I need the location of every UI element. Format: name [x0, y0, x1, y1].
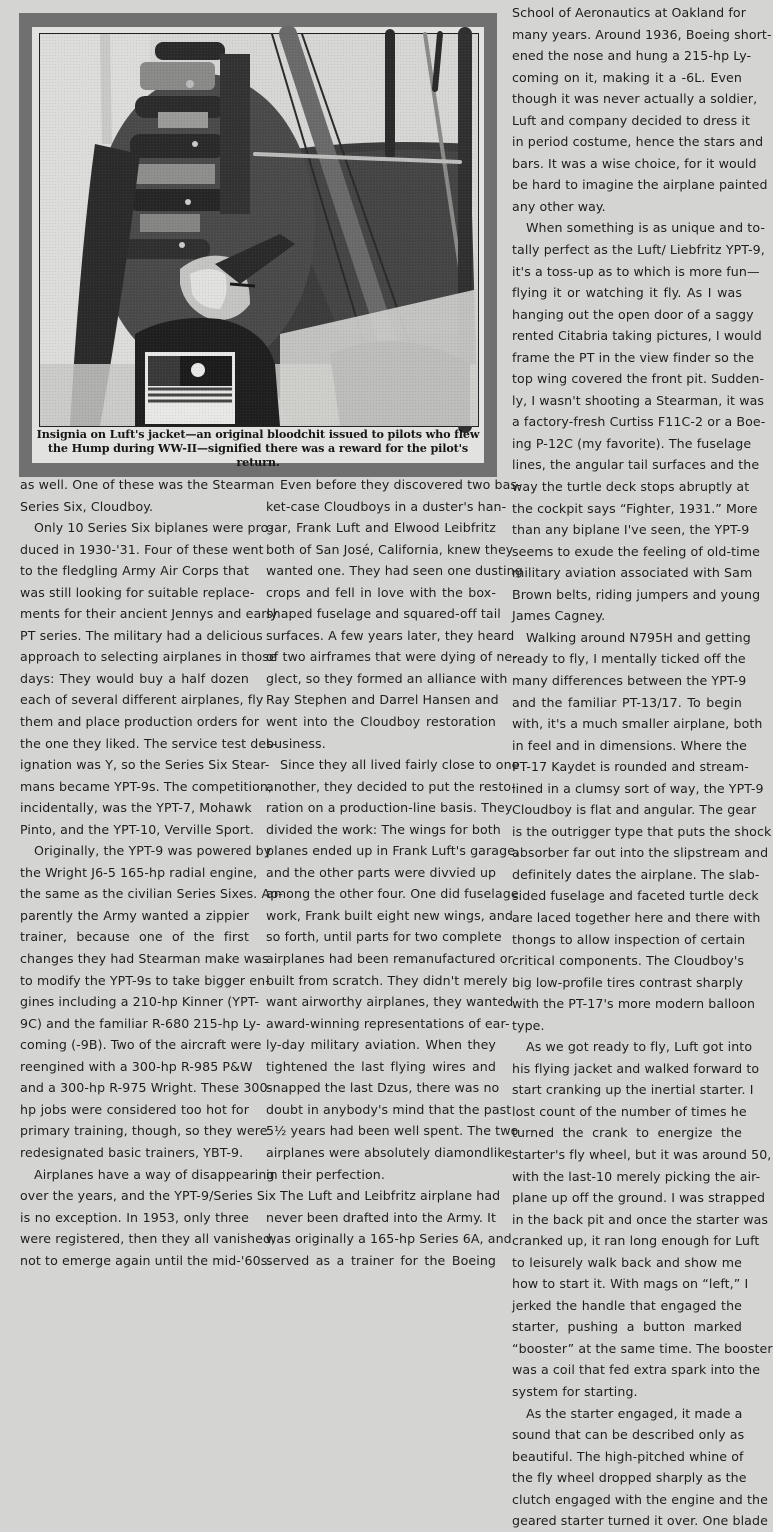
text-line: primary training, though, so they were — [20, 1123, 268, 1139]
text-line: never been drafted into the Army. It — [266, 1209, 496, 1225]
text-line: system for starting. — [512, 1384, 638, 1399]
text-line: in the back pit and once the starter was — [512, 1211, 769, 1227]
text-line: flying it or watching it fly. As I was — [512, 285, 742, 301]
text-line: Only 10 Series Six biplanes were pro- — [34, 520, 274, 536]
text-line: divided the work: The wings for both — [266, 821, 501, 837]
text-line: Pinto, and the YPT-10, Verville Sport. — [20, 821, 255, 837]
text-line: thongs to allow inspection of certain — [512, 931, 746, 947]
text-line: ket-case Cloudboys in a duster's han- — [266, 498, 507, 514]
photo-panel — [32, 27, 484, 469]
text-line: shaped fuselage and squared-off tail — [266, 606, 501, 622]
text-line: mans became YPT-9s. The competition, — [20, 778, 273, 794]
text-line: wanted one. They had seen one dusting — [266, 563, 523, 579]
text-line: was a coil that fed extra spark into the — [512, 1362, 761, 1378]
text-line: School of Aeronautics at Oakland for — [512, 5, 747, 20]
text-line: of two airframes that were dying of ne- — [266, 649, 517, 665]
text-line: clutch engaged with the engine and the — [512, 1491, 768, 1507]
text-line: parently the Army wanted a zippier — [20, 907, 249, 923]
text-line: ration on a production-line basis. They — [266, 800, 513, 816]
text-line: it's a toss-up as to which is more fun— — [512, 263, 760, 279]
text-line: lined in a clumsy sort of way, the YPT-9 — [512, 780, 764, 796]
text-line: many differences between the YPT-9 — [512, 672, 747, 688]
text-line: beautiful. The high-pitched whine of — [512, 1448, 744, 1464]
text-line: another, they decided to put the resto- — [266, 778, 517, 794]
text-line: them and place production orders for — [20, 714, 260, 730]
text-line: the Wright J6-5 165-hp radial engine, — [20, 864, 258, 880]
text-line: jerked the handle that engaged the — [512, 1297, 742, 1313]
text-line: redesignated basic trainers, YBT-9. — [20, 1144, 244, 1160]
text-line: surfaces. A few years later, they heard — [266, 627, 515, 643]
text-line: how to start it. With mags on “left,” I — [512, 1276, 749, 1292]
text-line: ready to fly, I mentally ticked off the — [512, 651, 746, 667]
text-line: Ray Stephen and Darrel Hansen and — [266, 692, 499, 708]
text-line: starter's fly wheel, but it was around 50, — [512, 1146, 772, 1162]
text-line: ignation was Y, so the Series Six Stear- — [20, 757, 270, 773]
text-line: in their perfection. — [266, 1166, 385, 1182]
text-line: cranked up, it ran long enough for Luft — [512, 1233, 760, 1249]
caption-line: the Hump during WW-II—signified there was a reward for the pilot's return. — [47, 441, 469, 469]
text-line: plane up off the ground. I was strapped — [512, 1190, 766, 1206]
text-line: hp jobs were considered too hot for — [20, 1101, 249, 1117]
text-line: to leisurely walk back and show me — [512, 1254, 742, 1270]
text-line: glect, so they formed an alliance with — [266, 670, 508, 686]
text-line: the cockpit says “Fighter, 1931.” More — [512, 500, 758, 516]
text-line: rented Citabria taking pictures, I would — [512, 328, 762, 344]
article-column-right — [512, 2, 773, 1532]
text-line: lost count of the number of times he — [512, 1103, 747, 1119]
text-line: PT series. The military had a delicious — [20, 627, 263, 643]
text-line: absorber far out into the slipstream and — [512, 845, 769, 861]
article-column-left — [20, 474, 283, 1271]
text-line: so forth, until parts for two complete — [266, 929, 502, 945]
text-line: Walking around N795H and getting — [526, 629, 751, 645]
text-line: though it was never actually a soldier, — [512, 91, 758, 107]
text-line: to the fledgling Army Air Corps that — [20, 563, 249, 579]
text-line: As the starter engaged, it made a — [526, 1405, 743, 1421]
text-line: starter, pushing a button marked — [512, 1319, 742, 1335]
photo — [39, 33, 479, 427]
text-line: not to emerge again until the mid-'60s. — [20, 1252, 272, 1268]
text-line: lines, the angular tail surfaces and the — [512, 457, 760, 473]
text-line: start cranking up the inertial starter. I — [512, 1082, 754, 1098]
text-line: and the other parts were divvied up — [266, 864, 497, 880]
text-line: Luft and company decided to dress it — [512, 112, 751, 128]
text-line: the fly wheel dropped sharply as the — [512, 1470, 747, 1486]
text-line: reengined with a 300-hp R-985 P&W — [20, 1058, 253, 1074]
text-line: duced in 1930-'31. Four of these went — [20, 541, 264, 557]
text-line: in period costume, hence the stars and — [512, 134, 764, 150]
text-line: crops and fell in love with the box- — [266, 584, 496, 600]
text-line: The Luft and Leibfritz airplane had — [280, 1188, 501, 1204]
text-line: geared starter turned it over. One blade — [512, 1513, 768, 1529]
text-line: ened the nose and hung a 215-hp Ly- — [512, 48, 752, 64]
text-line: ly, I wasn't shooting a Stearman, it was — [512, 392, 765, 408]
text-line: James Cagney. — [512, 608, 606, 624]
text-line: Brown belts, riding jumpers and young — [512, 586, 761, 602]
text-line: Since they all lived fairly close to one — [280, 757, 520, 773]
text-line: top wing covered the front pit. Sudden- — [512, 371, 765, 387]
text-line: Series Six, Cloudboy. — [20, 498, 154, 514]
text-line: was still looking for suitable replace- — [20, 584, 255, 600]
text-line: coming on it, making it a -6L. Even — [512, 69, 742, 85]
text-line: Originally, the YPT-9 was powered by — [34, 843, 272, 859]
text-line: hanging out the open door of a saggy — [512, 306, 754, 322]
article-column-middle — [266, 474, 523, 1271]
text-line: definitely dates the airplane. The slab- — [512, 866, 760, 882]
text-line: the one they liked. The service test des- — [20, 735, 278, 751]
text-line: in feel and in dimensions. Where the — [512, 737, 748, 753]
text-line: 5½ years had been well spent. The two — [266, 1123, 519, 1139]
text-line: PT-17 Kaydet is rounded and stream- — [512, 759, 749, 775]
text-line: many years. Around 1936, Boeing short- — [512, 26, 772, 42]
text-line: frame the PT in the view finder so the — [512, 349, 755, 365]
text-line: sided fuselage and faceted turtle deck — [512, 888, 759, 904]
text-line: and the familiar PT-13/17. To begin — [512, 694, 742, 710]
text-line: snapped the last Dzus, there was no — [266, 1080, 500, 1096]
text-line: served as a trainer for the Boeing — [266, 1252, 496, 1268]
text-line: are laced together here and there with — [512, 909, 761, 925]
text-line: gar, Frank Luft and Elwood Leibfritz — [266, 520, 496, 536]
photo-frame — [19, 13, 497, 477]
text-line: airplanes were absolutely diamondlike — [266, 1144, 513, 1160]
text-line: Even before they discovered two bas- — [280, 477, 522, 492]
text-line: approach to selecting airplanes in those — [20, 649, 277, 665]
text-line: ing P-12C (my favorite). The fuselage — [512, 435, 752, 451]
text-line: is no exception. In 1953, only three — [20, 1209, 249, 1225]
text-line: tightened the last flying wires and — [266, 1058, 496, 1074]
text-line: “booster” at the same time. The booster — [512, 1340, 773, 1356]
text-line: way the turtle deck stops abruptly at — [512, 479, 750, 495]
text-line: with the PT-17's more modern balloon — [512, 996, 756, 1012]
text-line: trainer, because one of the first — [20, 929, 249, 945]
text-line: 9C) and the familiar R-680 215-hp Ly- — [20, 1015, 261, 1031]
text-line: was originally a 165-hp Series 6A, and — [266, 1231, 512, 1247]
text-line: changes they had Stearman make was — [20, 951, 269, 967]
text-line: any other way. — [512, 198, 606, 214]
text-line: the same as the civilian Series Sixes. Ap- — [20, 886, 283, 902]
text-line: ments for their ancient Jennys and early — [20, 606, 278, 622]
text-line: is the outrigger type that puts the shock — [512, 823, 772, 839]
text-line: than any biplane I've seen, the YPT-9 — [512, 522, 750, 538]
text-line: When something is as unique and to- — [526, 220, 765, 236]
text-line: each of several different airplanes, fly — [20, 692, 264, 708]
text-line: be hard to imagine the airplane painted — [512, 177, 768, 193]
text-line: with the last-10 merely picking the air- — [512, 1168, 761, 1184]
text-line: want airworthy airplanes, they wanted — [266, 994, 514, 1010]
text-line: went into the Cloudboy restoration — [266, 714, 496, 730]
text-line: coming (-9B). Two of the aircraft were — [20, 1037, 262, 1053]
text-line: work, Frank built eight new wings, and — [266, 907, 513, 923]
text-line: both of San José, California, knew they — [266, 541, 514, 557]
text-line: Airplanes have a way of disappearing — [34, 1166, 275, 1182]
text-line: built from scratch. They didn't merely — [266, 972, 508, 988]
text-line: over the years, and the YPT-9/Series Six — [20, 1188, 277, 1204]
text-line: award-winning representations of ear- — [266, 1015, 510, 1031]
text-line: days: They would buy a half dozen — [20, 670, 249, 686]
text-line: Cloudboy is flat and angular. The gear — [512, 802, 757, 818]
text-line: seems to exude the feeling of old-time — [512, 543, 760, 559]
text-line: doubt in anybody's mind that the past — [266, 1101, 512, 1117]
text-line: among the other four. One did fuselage — [266, 886, 519, 902]
text-line: a factory-fresh Curtiss F11C-2 or a Boe- — [512, 414, 766, 430]
text-line: big low-profile tires contrast sharply — [512, 974, 744, 990]
text-line: incidentally, was the YPT-7, Mohawk — [20, 800, 252, 816]
text-line: As we got ready to fly, Luft got into — [526, 1039, 753, 1055]
text-line: to modify the YPT-9s to take bigger en- — [20, 972, 270, 988]
text-line: were registered, then they all vanished, — [20, 1231, 276, 1247]
text-line: bars. It was a wise choice, for it would — [512, 155, 757, 171]
text-line: planes ended up in Frank Luft's garage, — [266, 843, 520, 859]
text-line: his flying jacket and walked forward to — [512, 1060, 760, 1076]
text-line: military aviation associated with Sam — [512, 565, 753, 581]
text-line: as well. One of these was the Stearman — [20, 477, 275, 492]
caption-line: Insignia on Luft's jacket—an original bloodchit issued to pilots who flew — [36, 427, 480, 441]
photo-caption — [32, 427, 484, 469]
text-line: tally perfect as the Luft/ Liebfritz YPT-9, — [512, 242, 765, 258]
text-line: business. — [266, 735, 326, 751]
text-line: and a 300-hp R-975 Wright. These 300- — [20, 1080, 273, 1096]
text-line: type. — [512, 1017, 545, 1033]
text-line: ly-day military aviation. When they — [266, 1037, 496, 1053]
text-line: gines including a 210-hp Kinner (YPT- — [20, 994, 260, 1010]
text-line: with, it's a much smaller airplane, both — [512, 716, 763, 732]
text-line: turned the crank to energize the — [512, 1125, 742, 1141]
text-line: critical components. The Cloudboy's — [512, 953, 745, 969]
text-line: airplanes had been remanufactured or — [266, 951, 513, 967]
photo-illustration — [40, 34, 478, 426]
text-line: sound that can be described only as — [512, 1427, 745, 1443]
